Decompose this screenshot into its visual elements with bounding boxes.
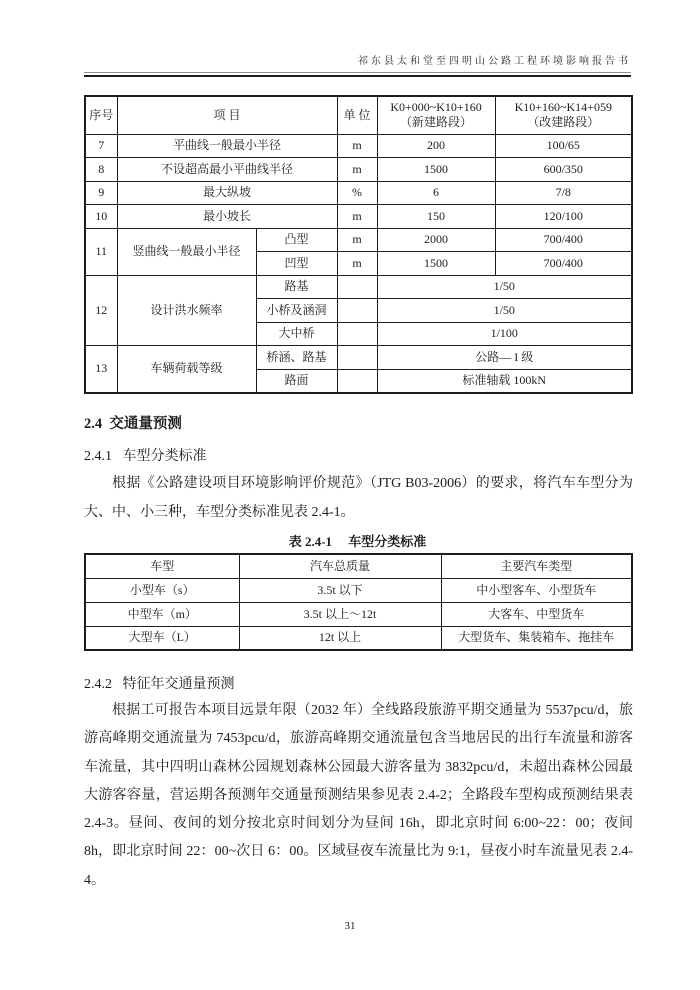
cell-gross-mass: 3.5t 以下 xyxy=(239,578,441,602)
cell-subitem: 大中桥 xyxy=(256,322,337,346)
table-header-row xyxy=(85,96,632,134)
cell-vehicle-type: 中型车（m） xyxy=(85,602,239,626)
cell-item: 最大纵坡 xyxy=(117,181,337,205)
table-row-10 xyxy=(85,205,632,229)
cell-no: 7 xyxy=(85,134,117,158)
cell-subitem: 凸型 xyxy=(256,228,337,252)
section-heading-2-4-1: 2.4.1 车型分类标准 xyxy=(84,449,207,464)
cell-main-types: 中小型客车、小型货车 xyxy=(441,578,632,602)
cell-no: 8 xyxy=(85,158,117,182)
cell-item: 设计洪水频率 xyxy=(117,275,256,346)
cell-rebuild-value: 700/400 xyxy=(495,252,632,276)
rebuild-segment-label: （改建路段） xyxy=(527,115,600,130)
cell-gross-mass: 3.5t 以上～12t xyxy=(239,602,441,626)
cell-merged-value: 1/100 xyxy=(377,322,632,346)
header-cell-gross-mass: 汽车总质量 xyxy=(239,554,441,578)
header-cell-main-types: 主要汽车类型 xyxy=(441,554,632,578)
table-row-medium-vehicle xyxy=(85,602,632,626)
cell-gross-mass: 12t 以上 xyxy=(239,626,441,650)
cell-merged-value: 1/50 xyxy=(377,275,632,299)
cell-rebuild-value: 600/350 xyxy=(495,158,632,182)
cell-no: 10 xyxy=(85,205,117,229)
table2-caption: 表 2.4-1 车型分类标准 xyxy=(288,534,427,549)
cell-no: 11 xyxy=(85,228,117,275)
cell-unit: m xyxy=(337,134,377,158)
cell-unit: m xyxy=(337,158,377,182)
cell-subitem: 路面 xyxy=(256,369,337,393)
table-row-13-bridge-roadbed xyxy=(85,346,632,370)
cell-rebuild-value: 7/8 xyxy=(495,181,632,205)
table-row-9 xyxy=(85,181,632,205)
cell-main-types: 大客车、中型货车 xyxy=(441,602,632,626)
cell-merged-value: 标准轴载 100kN xyxy=(377,369,632,393)
paragraph-2-4-1: 根据《公路建设项目环境影响评价规范》（JTG B03-2006）的要求，将汽车车型分为大、中、小三种，车型分类标准见表 2.4-1。 xyxy=(84,476,633,520)
header-cell-new-segment xyxy=(377,96,495,134)
paragraph-2-4-2: 根据工可报告本项目远景年限（2032 年）全线路段旅游平期交通量为 5537pcu/d，旅游高峰期交通流量为 7453pcu/d，旅游高峰期交通流量包含当地居民的出行车流量和游客车流量，其中四明山森林公园规划森林公园最大游客量为 3832pcu/d，未超出森林公园最大游客容量，营运期各预测年交通量预测结果参见表 2.4-2；全路段车型构成预测结果表 2.4-3。昼间、夜间的划分按北京时间划分为昼间 16h，即北京时间 6:00~22：00；夜间 8h，即北京时间 22：00~次日 6：00。区域昼夜车流量比为 9:1，昼夜小时车流量见表 2.4-4。 xyxy=(84,703,633,888)
cell-item: 竖曲线一般最小半径 xyxy=(117,228,256,275)
cell-unit xyxy=(337,322,377,346)
technical-indicators-table xyxy=(84,95,633,394)
cell-vehicle-type: 小型车（s） xyxy=(85,578,239,602)
cell-new-value: 1500 xyxy=(377,158,495,182)
cell-no: 13 xyxy=(85,346,117,393)
header-cell-item: 项 目 xyxy=(117,96,337,134)
vehicle-classification-table xyxy=(84,553,633,651)
cell-subitem: 小桥及涵洞 xyxy=(256,299,337,323)
cell-unit xyxy=(337,346,377,370)
table-row-small-vehicle xyxy=(85,578,632,602)
cell-unit xyxy=(337,275,377,299)
cell-unit xyxy=(337,299,377,323)
page-number: 31 xyxy=(344,920,356,932)
cell-item: 车辆荷载等级 xyxy=(117,346,256,393)
header-rule xyxy=(84,72,631,77)
header-cell-no: 序号 xyxy=(85,96,117,134)
cell-new-value: 200 xyxy=(377,134,495,158)
cell-rebuild-value: 700/400 xyxy=(495,228,632,252)
cell-vehicle-type: 大型车（L） xyxy=(85,626,239,650)
cell-subitem: 桥涵、路基 xyxy=(256,346,337,370)
header-cell-rebuild-segment xyxy=(495,96,632,134)
cell-new-value: 6 xyxy=(377,181,495,205)
table-row-8 xyxy=(85,158,632,182)
cell-item: 最小坡长 xyxy=(117,205,337,229)
rebuild-segment-range: K10+160~K14+059 xyxy=(514,99,612,114)
table-row-11-convex xyxy=(85,228,632,252)
cell-unit: % xyxy=(337,181,377,205)
cell-unit: m xyxy=(337,252,377,276)
cell-rebuild-value: 100/65 xyxy=(495,134,632,158)
new-segment-label: （新建路段） xyxy=(400,115,473,130)
cell-rebuild-value: 120/100 xyxy=(495,205,632,229)
cell-new-value: 2000 xyxy=(377,228,495,252)
table-row-large-vehicle xyxy=(85,626,632,650)
page-header-title: 祁东县太和堂至四明山公路工程环境影响报告书 xyxy=(358,56,631,67)
cell-subitem: 凹型 xyxy=(256,252,337,276)
cell-merged-value: 公路— I 级 xyxy=(377,346,632,370)
header-cell-unit: 单 位 xyxy=(337,96,377,134)
table-row-7 xyxy=(85,134,632,158)
header-cell-vehicle-type: 车型 xyxy=(85,554,239,578)
section-heading-2-4-2: 2.4.2 特征年交通量预测 xyxy=(84,677,235,692)
cell-new-value: 150 xyxy=(377,205,495,229)
cell-no: 9 xyxy=(85,181,117,205)
cell-unit: m xyxy=(337,228,377,252)
cell-item: 平曲线一般最小半径 xyxy=(117,134,337,158)
section-heading-2-4: 2.4 交通量预测 xyxy=(84,416,182,432)
new-segment-range: K0+000~K10+160 xyxy=(390,99,482,114)
table-row-12-roadbed xyxy=(85,275,632,299)
cell-new-value: 1500 xyxy=(377,252,495,276)
cell-item: 不设超高最小平曲线半径 xyxy=(117,158,337,182)
cell-unit: m xyxy=(337,205,377,229)
cell-no: 12 xyxy=(85,275,117,346)
cell-main-types: 大型货车、集装箱车、拖挂车 xyxy=(441,626,632,650)
cell-unit xyxy=(337,369,377,393)
cell-merged-value: 1/50 xyxy=(377,299,632,323)
cell-subitem: 路基 xyxy=(256,275,337,299)
table-header-row xyxy=(85,554,632,578)
